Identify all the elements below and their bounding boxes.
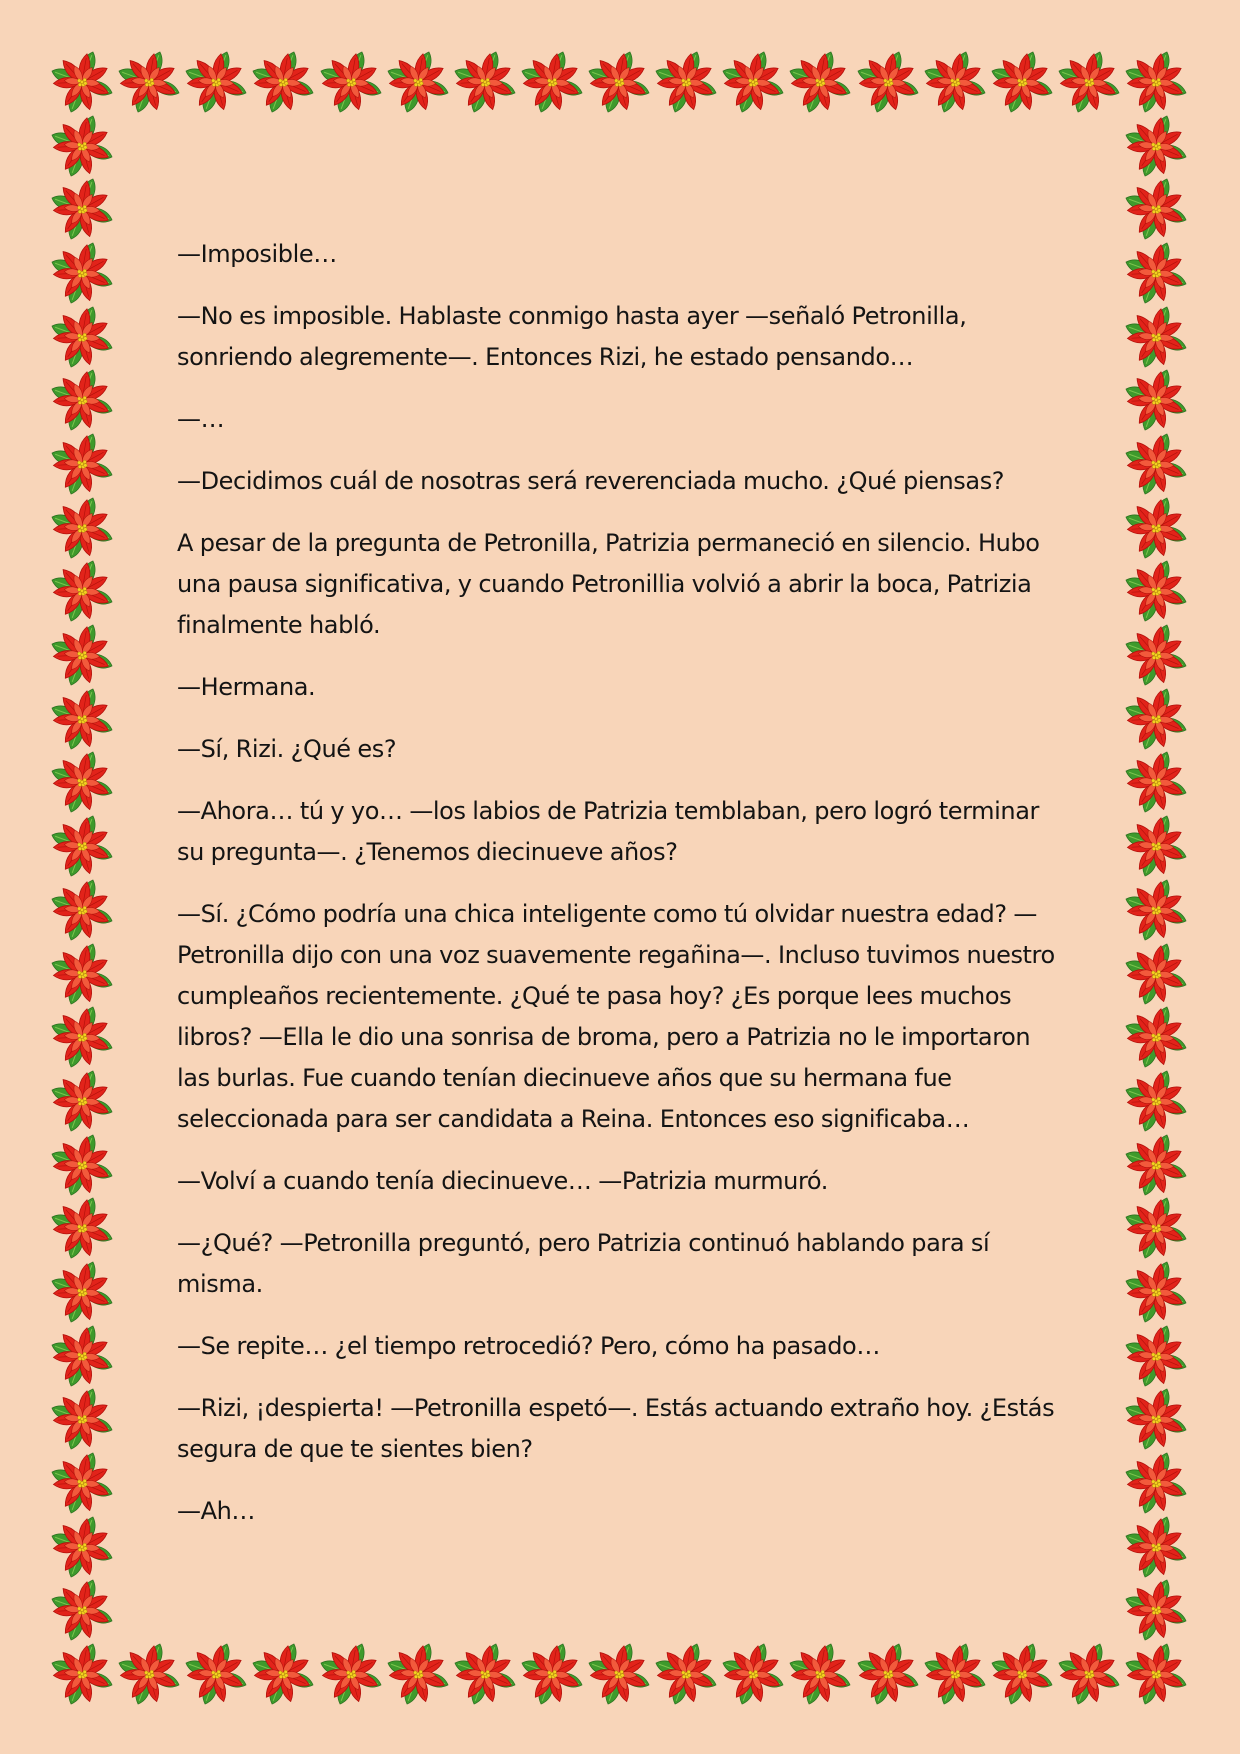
poinsettia-icon [384,48,452,116]
poinsettia-icon [652,48,720,116]
poinsettia-icon [48,1640,116,1708]
poinsettia-icon [1122,175,1190,243]
poinsettia-icon [1122,366,1190,434]
poinsettia-icon [1122,748,1190,816]
poinsettia-icon [1122,1131,1190,1199]
poinsettia-icon [719,1640,787,1708]
poinsettia-icon [48,366,116,434]
poinsettia-icon [988,48,1056,116]
paragraph: —Imposible… [177,240,337,268]
poinsettia-icon [384,1640,452,1708]
poinsettia-icon [48,1003,116,1071]
poinsettia-icon [1122,303,1190,371]
poinsettia-icon [48,621,116,689]
poinsettia-icon [1122,1194,1190,1262]
poinsettia-icon [1122,112,1190,180]
paragraph: —Ahora… tú y yo… —los labios de Patrizia temblaban, pero logró terminar su pregunta—. ¿Tenemos diecinueve años? [177,797,1039,866]
poinsettia-icon [1122,1322,1190,1390]
poinsettia-icon [1122,1258,1190,1326]
poinsettia-icon [48,876,116,944]
paragraph: —Hermana. [177,673,316,701]
poinsettia-icon [1122,940,1190,1008]
poinsettia-icon [48,112,116,180]
poinsettia-icon [451,48,519,116]
poinsettia-icon [115,1640,183,1708]
poinsettia-icon [48,1449,116,1517]
poinsettia-icon [48,940,116,1008]
paragraph: —Rizi, ¡despierta! —Petronilla espetó—. Estás actuando extraño hoy. ¿Estás segura de que te sientes bien? [177,1394,1055,1463]
poinsettia-icon [786,48,854,116]
poinsettia-icon [48,1258,116,1326]
poinsettia-icon [48,1385,116,1453]
poinsettia-icon [1122,621,1190,689]
poinsettia-icon [48,812,116,880]
paragraph: —Sí. ¿Cómo podría una chica inteligente como tú olvidar nuestra edad? —Petronilla dijo con una voz suavemente regañina—. Incluso tuvimos nuestro cumpleaños recientemente. ¿Qué te pasa hoy? ¿Es porque lees muchos libros? —Ella le dio una sonrisa de broma, pero a Patrizia no le importaron las burlas. Fue cuando tenían diecinueve años que su hermana fue seleccionada para ser candidata a Reina. Entonces eso significaba… [177,900,1055,1133]
poinsettia-icon [48,748,116,816]
poinsettia-icon [48,239,116,307]
poinsettia-icon [48,685,116,753]
story-text [177,234,1067,1553]
poinsettia-icon [1122,494,1190,562]
poinsettia-icon [585,1640,653,1708]
poinsettia-icon [48,1322,116,1390]
poinsettia-icon [182,48,250,116]
poinsettia-icon [1122,1513,1190,1581]
poinsettia-icon [1122,430,1190,498]
poinsettia-icon [48,1067,116,1135]
poinsettia-icon [48,1194,116,1262]
poinsettia-icon [1122,1067,1190,1135]
poinsettia-icon [1055,1640,1123,1708]
poinsettia-icon [1122,685,1190,753]
poinsettia-icon [451,1640,519,1708]
poinsettia-icon [1122,812,1190,880]
paragraph: —Decidimos cuál de nosotras será reverenciada mucho. ¿Qué piensas? [177,467,1005,495]
poinsettia-icon [249,1640,317,1708]
paragraph: —Sí, Rizi. ¿Qué es? [177,735,397,763]
poinsettia-icon [48,1131,116,1199]
poinsettia-icon [48,175,116,243]
poinsettia-icon [988,1640,1056,1708]
poinsettia-icon [719,48,787,116]
poinsettia-icon [48,48,116,116]
poinsettia-icon [1122,48,1190,116]
poinsettia-icon [1122,1576,1190,1644]
poinsettia-icon [182,1640,250,1708]
poinsettia-icon [48,557,116,625]
poinsettia-icon [317,1640,385,1708]
poinsettia-icon [1122,239,1190,307]
paragraph: —Se repite… ¿el tiempo retrocedió? Pero, cómo ha pasado… [177,1332,880,1360]
paragraph: —Ah… [177,1497,256,1525]
paragraph: —No es imposible. Hablaste conmigo hasta ayer —señaló Petronilla, sonriendo alegremente—. Entonces Rizi, he estado pensando… [177,302,967,371]
poinsettia-icon [1122,1640,1190,1708]
poinsettia-icon [518,48,586,116]
poinsettia-icon [48,430,116,498]
poinsettia-icon [48,1576,116,1644]
paragraph: A pesar de la pregunta de Petronilla, Patrizia permaneció en silencio. Hubo una pausa significativa, y cuando Petronillia volvió a abrir la boca, Patrizia finalmente habló. [177,529,1040,639]
poinsettia-icon [1122,876,1190,944]
poinsettia-icon [48,1513,116,1581]
poinsettia-icon [1122,1449,1190,1517]
poinsettia-icon [518,1640,586,1708]
paragraph: —… [177,405,225,433]
poinsettia-icon [854,1640,922,1708]
paragraph: —Volví a cuando tenía diecinueve… —Patrizia murmuró. [177,1167,829,1195]
poinsettia-icon [652,1640,720,1708]
paragraph: —¿Qué? —Petronilla preguntó, pero Patrizia continuó hablando para sí misma. [177,1229,990,1298]
poinsettia-icon [1122,1385,1190,1453]
poinsettia-icon [585,48,653,116]
poinsettia-icon [1122,557,1190,625]
poinsettia-icon [48,303,116,371]
poinsettia-icon [1122,1003,1190,1071]
poinsettia-icon [786,1640,854,1708]
poinsettia-icon [921,48,989,116]
poinsettia-icon [249,48,317,116]
poinsettia-icon [1055,48,1123,116]
poinsettia-icon [115,48,183,116]
poinsettia-icon [921,1640,989,1708]
poinsettia-icon [48,494,116,562]
poinsettia-icon [317,48,385,116]
poinsettia-icon [854,48,922,116]
